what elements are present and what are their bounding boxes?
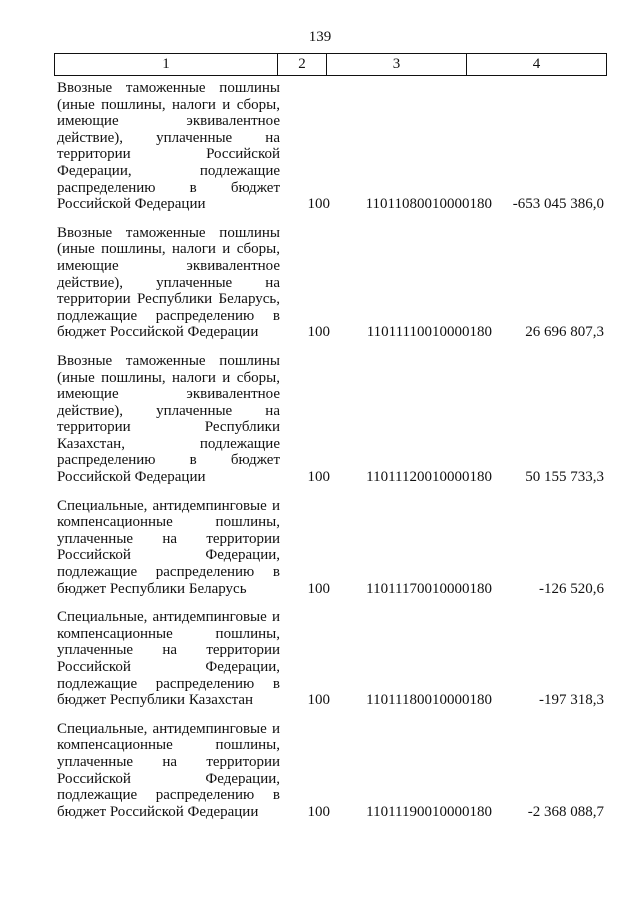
description-line: территории Республики Беларусь,: [57, 291, 280, 308]
description-line: компенсационные пошлины,: [57, 737, 280, 754]
row-description: [57, 353, 280, 486]
description-line: (иные пошлины, налоги и сборы,: [57, 241, 280, 258]
description-line: Российской Федерации,: [57, 659, 280, 675]
description-line: Российской Федерации: [57, 469, 206, 486]
row-code: 100: [307, 803, 330, 820]
description-line: Федерации, подлежащие: [57, 162, 280, 179]
description-line: подлежащие распределению в: [57, 307, 280, 324]
table-row: [57, 80, 607, 213]
column-header-4: 4: [467, 54, 607, 76]
description-line: действие), уплаченные на: [57, 402, 280, 419]
table-row: [57, 353, 607, 486]
row-code: 100: [307, 580, 330, 597]
description-line: Ввозные таможенные пошлины: [57, 80, 280, 96]
description-line: Казахстан, подлежащие: [57, 435, 280, 452]
description-line: бюджет Российской Федерации: [57, 803, 259, 820]
row-amount: 26 696 807,3: [525, 324, 604, 341]
table-row: [57, 225, 607, 341]
row-budget-code: 11011080010000180: [365, 196, 492, 213]
description-line: компенсационные пошлины,: [57, 514, 280, 531]
row-budget-code: 11011180010000180: [366, 692, 492, 709]
description-line: Специальные, антидемпинговые и: [57, 720, 280, 737]
row-amount: -197 318,3: [539, 692, 604, 709]
row-description: [57, 80, 280, 213]
description-line: подлежащие распределению в: [57, 787, 280, 804]
row-amount: -2 368 088,7: [527, 803, 604, 820]
description-line: действие), уплаченные на: [57, 129, 280, 146]
row-budget-code: 11011170010000180: [366, 580, 492, 597]
row-budget-code: 11011190010000180: [366, 803, 492, 820]
row-description: [57, 721, 280, 821]
column-header-row: [55, 54, 607, 76]
description-line: бюджет Республики Казахстан: [57, 692, 254, 709]
description-line: уплаченные на территории: [57, 753, 280, 770]
description-line: компенсационные пошлины,: [57, 625, 280, 642]
row-description: [57, 609, 280, 709]
table-row: [57, 721, 607, 821]
description-line: подлежащие распределению в: [57, 675, 280, 692]
description-line: подлежащие распределению в: [57, 564, 280, 581]
column-header-3: 3: [327, 54, 467, 76]
column-header-2: 2: [278, 54, 327, 76]
column-header-table: [54, 53, 607, 76]
row-description: [57, 225, 280, 341]
description-line: Специальные, антидемпинговые и: [57, 497, 280, 514]
description-line: распределению в бюджет: [57, 452, 280, 469]
description-line: имеющие эквивалентное: [57, 113, 280, 130]
row-code: 100: [307, 469, 330, 486]
description-line: действие), уплаченные на: [57, 274, 280, 291]
row-budget-code: 11011120010000180: [366, 469, 492, 486]
description-line: уплаченные на территории: [57, 530, 280, 547]
description-line: Российской Федерации,: [57, 547, 280, 564]
table-row: [57, 498, 607, 598]
table-body: [57, 80, 607, 832]
description-line: бюджет Российской Федерации: [57, 324, 259, 341]
row-description: [57, 498, 280, 598]
description-line: территории Республики: [57, 419, 280, 436]
row-code: 100: [307, 692, 330, 709]
description-line: Ввозные таможенные пошлины: [57, 352, 280, 369]
description-line: (иные пошлины, налоги и сборы,: [57, 96, 280, 113]
description-line: Ввозные таможенные пошлины: [57, 224, 280, 241]
page-number: 139: [308, 29, 332, 45]
description-line: имеющие эквивалентное: [57, 386, 280, 403]
description-line: Специальные, антидемпинговые и: [57, 609, 280, 626]
row-code: 100: [307, 196, 330, 213]
row-code: 100: [307, 324, 330, 341]
row-amount: -653 045 386,0: [512, 196, 604, 213]
description-line: Российской Федерации,: [57, 770, 280, 787]
description-line: (иные пошлины, налоги и сборы,: [57, 369, 280, 386]
description-line: распределению в бюджет: [57, 179, 280, 196]
row-amount: 50 155 733,3: [525, 469, 604, 486]
description-line: Российской Федерации: [57, 196, 206, 213]
description-line: уплаченные на территории: [57, 642, 280, 659]
column-header-1: 1: [55, 54, 278, 76]
description-line: территории Российской: [57, 146, 280, 163]
description-line: бюджет Республики Беларусь: [57, 580, 247, 597]
row-amount: -126 520,6: [539, 580, 604, 597]
row-budget-code: 11011110010000180: [366, 324, 492, 341]
description-line: имеющие эквивалентное: [57, 257, 280, 274]
table-row: [57, 609, 607, 709]
